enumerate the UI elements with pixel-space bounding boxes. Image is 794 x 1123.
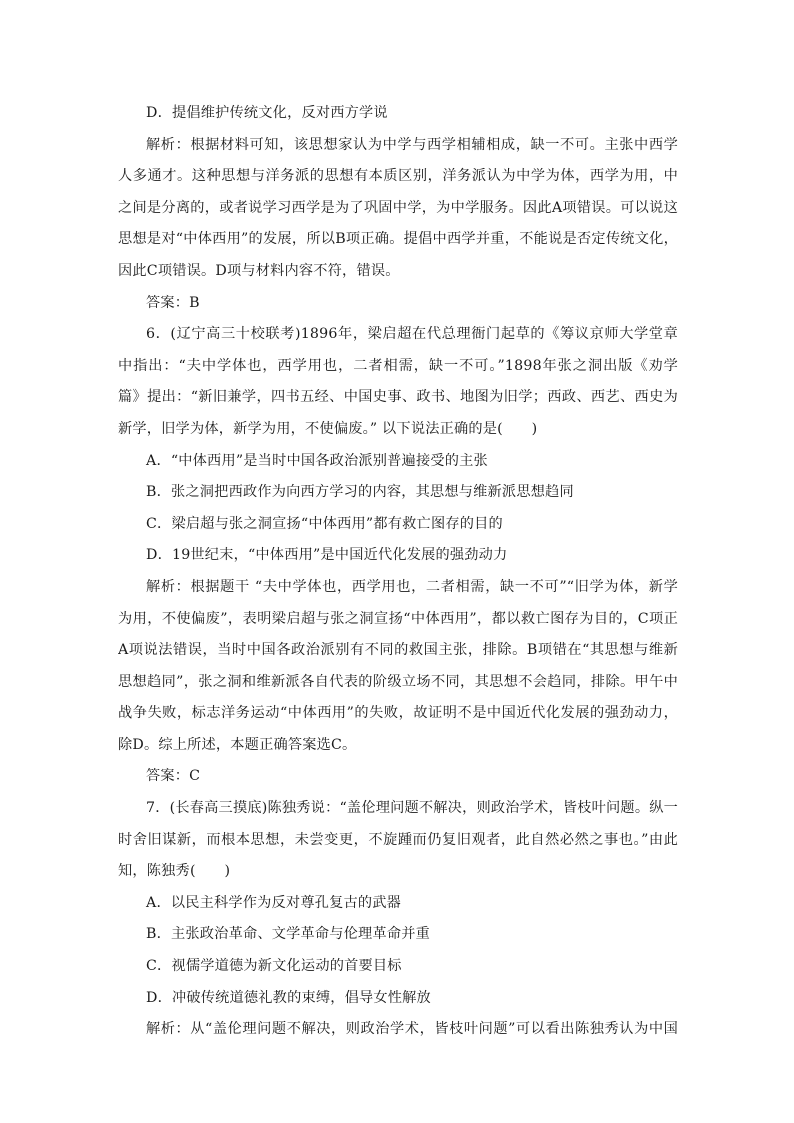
text-line: 解析：根据题干 “夫中学体也，西学用也，二者相需，缺一不可”“旧学为体，新学 bbox=[146, 578, 678, 595]
text-line: 知，陈独秀( ) bbox=[118, 863, 231, 880]
text-line: D．提倡维护传统文化，反对西方学说 bbox=[146, 105, 388, 121]
text-line: 时舍旧谋新，而根本思想，未尝变更，不旋踵而仍复旧观者，此自然必然之事也。”由此 bbox=[118, 831, 678, 848]
text-line: 中指出：“夫中学体也，西学用也，二者相需，缺一不可。”1898年张之洞出版《劝学 bbox=[118, 357, 678, 374]
text-line: C．视儒学道德为新文化运动的首要目标 bbox=[146, 958, 402, 975]
text-line: D．冲破传统道德礼教的束缚，倡导女性解放 bbox=[146, 989, 431, 1006]
text-line: 思想趋同”，张之洞和维新派各自代表的阶级立场不同，其思想不会趋同，排除。甲午中 bbox=[118, 673, 678, 690]
text-line: 解析：从“盖伦理问题不解决，则政治学术，皆枝叶问题”可以看出陈独秀认为中国 bbox=[146, 1021, 678, 1038]
text-line: 为用，不使偏废”，表明梁启超与张之洞宣扬“中体西用”，都以救亡图存为目的，C项正 bbox=[118, 610, 678, 627]
text-line: D．19世纪末，“中体西用”是中国近代化发展的强劲动力 bbox=[146, 547, 508, 564]
text-line: 人多通才。这种思想与洋务派的思想有本质区别，洋务派认为中学为体，西学为用，中 bbox=[118, 168, 678, 185]
text-line: 除D。综上所述，本题正确答案选C。 bbox=[118, 736, 357, 753]
text-line: A．以民主科学作为反对尊孔复古的武器 bbox=[146, 894, 402, 911]
text-line: 答案：B bbox=[146, 294, 200, 311]
text-line: 答案：C bbox=[146, 768, 201, 785]
text-line: A项说法错误，当时中国各政治派别有不同的救国主张，排除。B项错在“其思想与维新 bbox=[118, 642, 678, 659]
text-line: 思想是对“中体西用”的发展，所以B项正确。提倡中西学并重，不能说是否定传统文化， bbox=[118, 231, 678, 248]
text-line: B．张之洞把西政作为向西方学习的内容，其思想与维新派思想趋同 bbox=[146, 484, 574, 501]
text-line: 7．(长春高三摸底)陈独秀说：“盖伦理问题不解决，则政治学术，皆枝叶问题。纵一 bbox=[146, 800, 678, 817]
text-line: 因此C项错误。D项与材料内容不符，错误。 bbox=[118, 262, 400, 279]
text-line: B．主张政治革命、文学革命与伦理革命并重 bbox=[146, 926, 430, 943]
text-line: 战争失败，标志洋务运动“中体西用”的失败，故证明不是中国近代化发展的强劲动力， bbox=[118, 705, 678, 722]
text-line: 新学，旧学为体，新学为用，不使偏废。” 以下说法正确的是( ) bbox=[118, 420, 538, 437]
text-line: C．梁启超与张之洞宣扬“中体西用”都有救亡图存的目的 bbox=[146, 515, 503, 532]
text-line: 6．(辽宁高三十校联考)1896年，梁启超在代总理衙门起草的《筹议京师大学堂章 bbox=[146, 326, 678, 343]
text-line: 篇》提出：“新旧兼学，四书五经、中国史事、政书、地图为旧学；西政、西艺、西史为 bbox=[118, 389, 678, 406]
text-line: 之间是分离的，或者说学习西学是为了巩固中学，为中学服务。因此A项错误。可以说这 bbox=[118, 199, 678, 216]
text-line: 解析：根据材料可知，该思想家认为中学与西学相辅相成，缺一不可。主张中西学 bbox=[146, 136, 678, 153]
document-body bbox=[118, 98, 678, 1046]
text-line: A．“中体西用”是当时中国各政治派别普遍接受的主张 bbox=[146, 452, 488, 469]
